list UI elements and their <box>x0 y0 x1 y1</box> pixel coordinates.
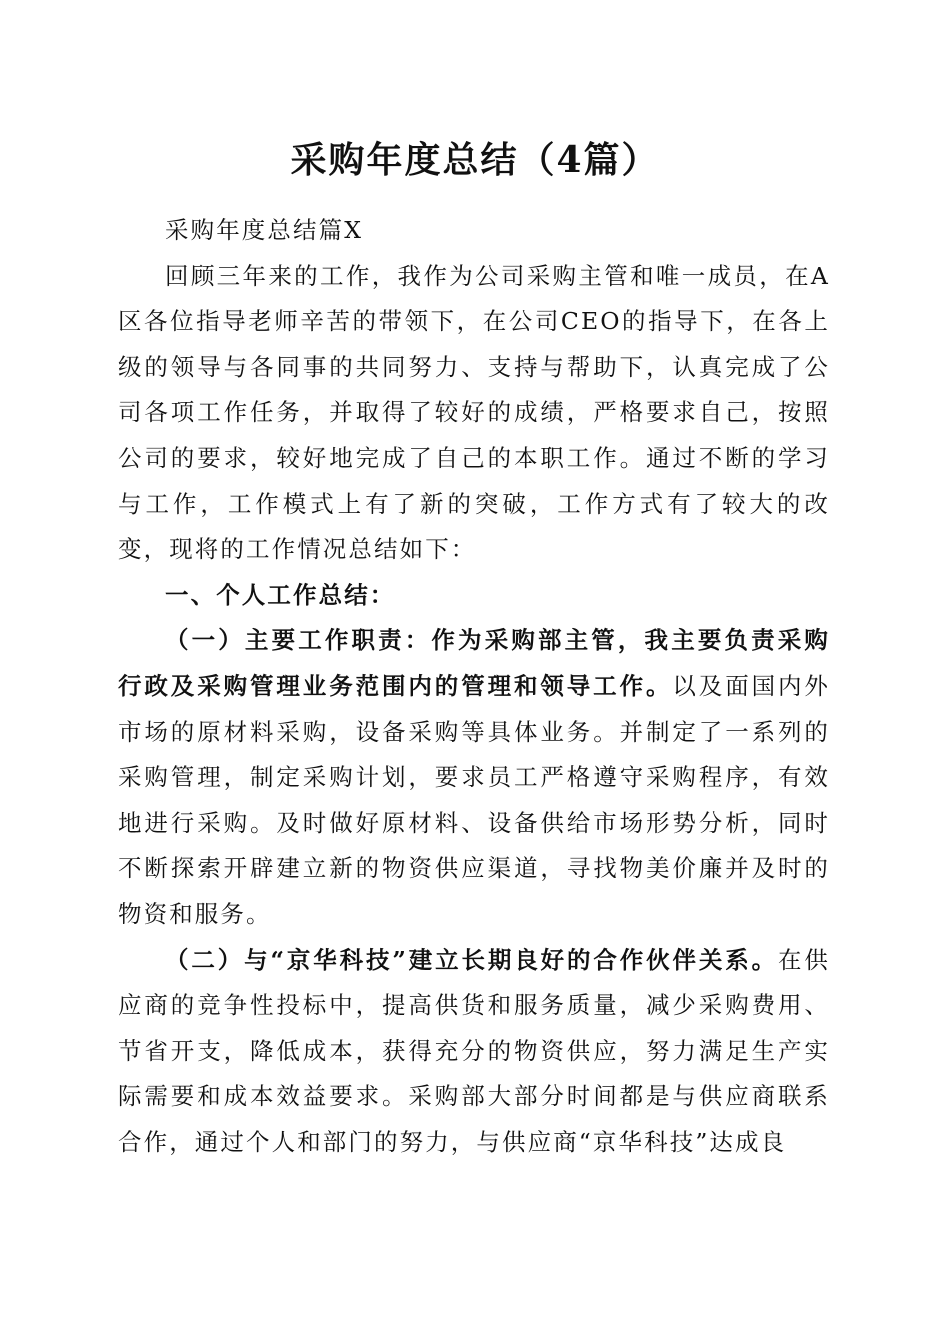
document-title: 采购年度总结（4篇） <box>290 139 660 181</box>
document-body <box>118 208 830 1165</box>
item-2-paragraph <box>118 938 830 1166</box>
item-1-paragraph <box>118 618 830 937</box>
intro-paragraph: 回顾三年来的工作，我作为公司采购主管和唯一成员，在A区各位指导老师辛苦的带领下，在公司CEO的指导下，在各上级的领导与各同事的共同努力、支持与帮助下，认真完成了公司各项工作任务，并取得了较好的成绩，严格要求自己，按照公司的要求，较好地完成了自己的本职工作。通过不断的学习与工作，工作模式上有了新的突破，工作方式有了较大的改变，现将的工作情况总结如下： <box>118 261 830 564</box>
section-heading: 一、个人工作总结： <box>165 580 396 609</box>
document-subtitle: 采购年度总结篇X <box>165 216 364 244</box>
item-1-lead: （一）主要工作职责：作为采购部主管，我主要负责采购行政及采购管理业务范围内的管理和领导工作。 <box>118 626 830 700</box>
item-2-lead: （二）与“京华科技”建立长期良好的合作伙伴关系。 <box>165 945 779 974</box>
item-1-body: 以及面国内外市场的原材料采购，设备采购等具体业务。并制定了一系列的采购管理，制定采购计划，要求员工严格遵守采购程序，有效地进行采购。及时做好原材料、设备供给市场形势分析，同时不断探索开辟建立新的物资供应渠道，寻找物美价廉并及时的物资和服务。 <box>118 671 830 928</box>
item-2-body: 在供应商的竞争性投标中，提高供货和服务质量，减少采购费用、节省开支，降低成本，获得充分的物资供应，努力满足生产实际需要和成本效益要求。采购部大部分时间都是与供应商联系合作，通过个人和部门的努力，与供应商“京华科技”达成良 <box>118 945 831 1156</box>
